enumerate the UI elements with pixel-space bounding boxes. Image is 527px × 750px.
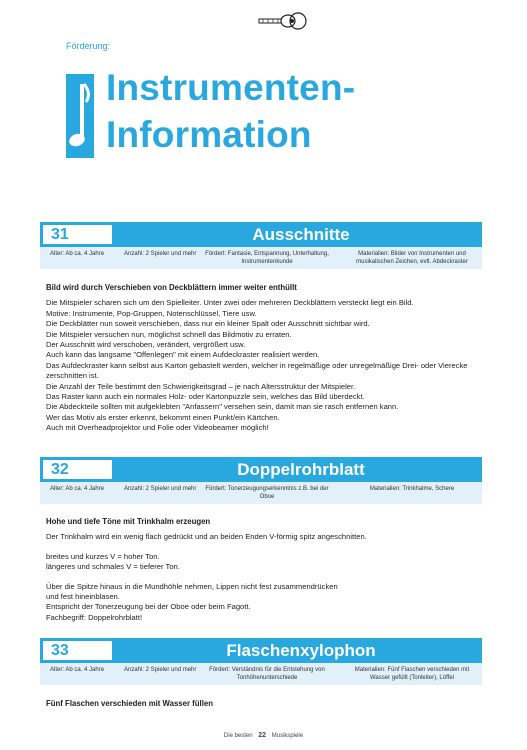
body-line: Über die Spitze hinaus in die Mundhöhle nehmen, Lippen nicht fest zusammendrücken <box>46 581 338 591</box>
body-line: Das Raster kann auch ein normales Holz- oder Kartonpuzzle sein, welches das Bild überdeckt. <box>46 392 365 402</box>
body-line: Die Anzahl der Teile bestimmt den Schwierigkeitsgrad – je nach Altersstruktur der Mitspieler. <box>46 381 356 391</box>
meta-age: Alter: Ab ca. 4 Jahre <box>50 486 105 492</box>
body-line: Die Deckblätter nun soweit verschieben, dass nur ein kleiner Spalt oder Ausschnitt sichtbar wird. <box>46 319 370 329</box>
topic-bar <box>40 457 482 482</box>
topic-meta <box>40 247 482 269</box>
topic-bar <box>40 222 482 247</box>
meta-age: Alter: Ab ca. 4 Jahre <box>50 667 105 673</box>
topic-body-33 <box>46 699 476 714</box>
topic-title: Flaschenxylophon <box>226 641 376 660</box>
meta-materials: Materialien: Fünf Flaschen verschieden mit Wasser gefüllt (Tonleiter), Löffel <box>354 667 470 681</box>
music-note-icon <box>66 74 94 158</box>
body-line: Die Abdeckteile sollten mit aufgeklebten "Anfassern" versehen sein, damit man sie rasch entfernen kann. <box>46 402 399 412</box>
topic-title: Ausschnitte <box>252 225 350 244</box>
topic-heading: Bild wird durch Verschieben von Deckblättern immer weiter enthüllt <box>46 283 297 292</box>
topic-heading: Fünf Flaschen verschieden mit Wasser füllen <box>46 699 213 708</box>
meta-players: Anzahl: 2 Spieler und mehr <box>124 486 197 492</box>
body-line: Die Mitspieler scharen sich um den Spielleiter. Unter zwei oder mehreren Deckblättern versteckt liegt ein Bild. <box>46 298 414 308</box>
meta-players: Anzahl: 2 Spieler und mehr <box>124 667 197 673</box>
topic-header-33 <box>40 638 482 685</box>
topic-number: 31 <box>43 225 112 244</box>
body-line: Auch kann das langsame "Offenlegen" mit einem Aufdeckraster realisiert werden. <box>46 350 320 360</box>
meta-players: Anzahl: 2 Spieler und mehr <box>124 251 197 257</box>
page-number: 22 <box>258 732 267 739</box>
body-line: Die Mitspieler versuchen nun, möglichst schnell das Bildmotiv zu erraten. <box>46 329 292 339</box>
meta-materials: Materialien: Bilder von Instrumenten und musikalischen Zeichen, evtl. Abdeckraster <box>356 251 468 265</box>
body-line: Motive: Instrumente, Pop-Gruppen, Notenschlüssel, Tiere usw. <box>46 308 257 318</box>
body-line: Der Ausschnitt wird verschoben, verändert, vergrößert usw. <box>46 340 246 350</box>
meta-materials: Materialien: Trinkhalme, Schere <box>369 486 455 492</box>
body-line: längeres und schmales V = tieferer Ton. <box>46 562 180 572</box>
meta-benefit: Fördert: Verständnis für die Entstehung von Tonhöhenunterschiede <box>209 667 325 681</box>
topic-meta <box>40 663 482 685</box>
meta-age: Alter: Ab ca. 4 Jahre <box>50 251 105 257</box>
body-line: und fest hineinblasen. <box>46 592 120 602</box>
page-footer <box>0 732 527 739</box>
body-line: Wer das Motiv als erster erkennt, bekommt einen Punkt/ein Kärtchen. <box>46 412 280 422</box>
body-line: Das Aufdeckraster kann selbst aus Karton gebastelt werden, welcher in regelmäßige oder unregelmäßige Drei- oder Vierecke zerschnitten ist. <box>46 360 468 381</box>
section-label: Förderung: <box>66 41 111 51</box>
body-line: Der Trinkhalm wird ein wenig flach gedrückt und an beiden Enden V-förmig spitz angeschnitten. <box>46 532 367 542</box>
topic-bar <box>40 638 482 663</box>
footer-right: Musikspiele <box>271 733 304 739</box>
body-line: Auch mit Overheadprojektor und Folie oder Videobeamer möglich! <box>46 423 269 433</box>
page-title-line1: Instrumenten- <box>106 67 356 108</box>
topic-header-31 <box>40 222 482 269</box>
topic-title: Doppelrohrblatt <box>237 460 365 479</box>
footer-left: Die besten <box>223 733 253 739</box>
topic-meta <box>40 482 482 504</box>
body-line: breites und kurzes V = hoher Ton. <box>46 551 160 561</box>
topic-number: 32 <box>43 460 112 479</box>
body-line: Fachbegriff: Doppelrohrblatt! <box>46 612 143 622</box>
topic-body-31 <box>46 283 476 434</box>
topic-header-32 <box>40 457 482 504</box>
meta-benefit: Fördert: Tonerzeugungserkenntnis z.B. bei der Oboe <box>205 486 329 500</box>
page-title-line2: Information <box>106 114 312 155</box>
meta-benefit: Fördert: Fantasie, Entspannung, Unterhaltung, Instrumentenkunde <box>205 251 329 265</box>
topic-body-32 <box>46 517 476 623</box>
topic-number: 33 <box>43 641 112 660</box>
guitar-logo-icon <box>258 11 308 31</box>
body-line: Entspricht der Tonerzeugung bei der Oboe oder beim Fagott. <box>46 602 251 612</box>
topic-heading: Hohe und tiefe Töne mit Trinkhalm erzeugen <box>46 517 211 526</box>
